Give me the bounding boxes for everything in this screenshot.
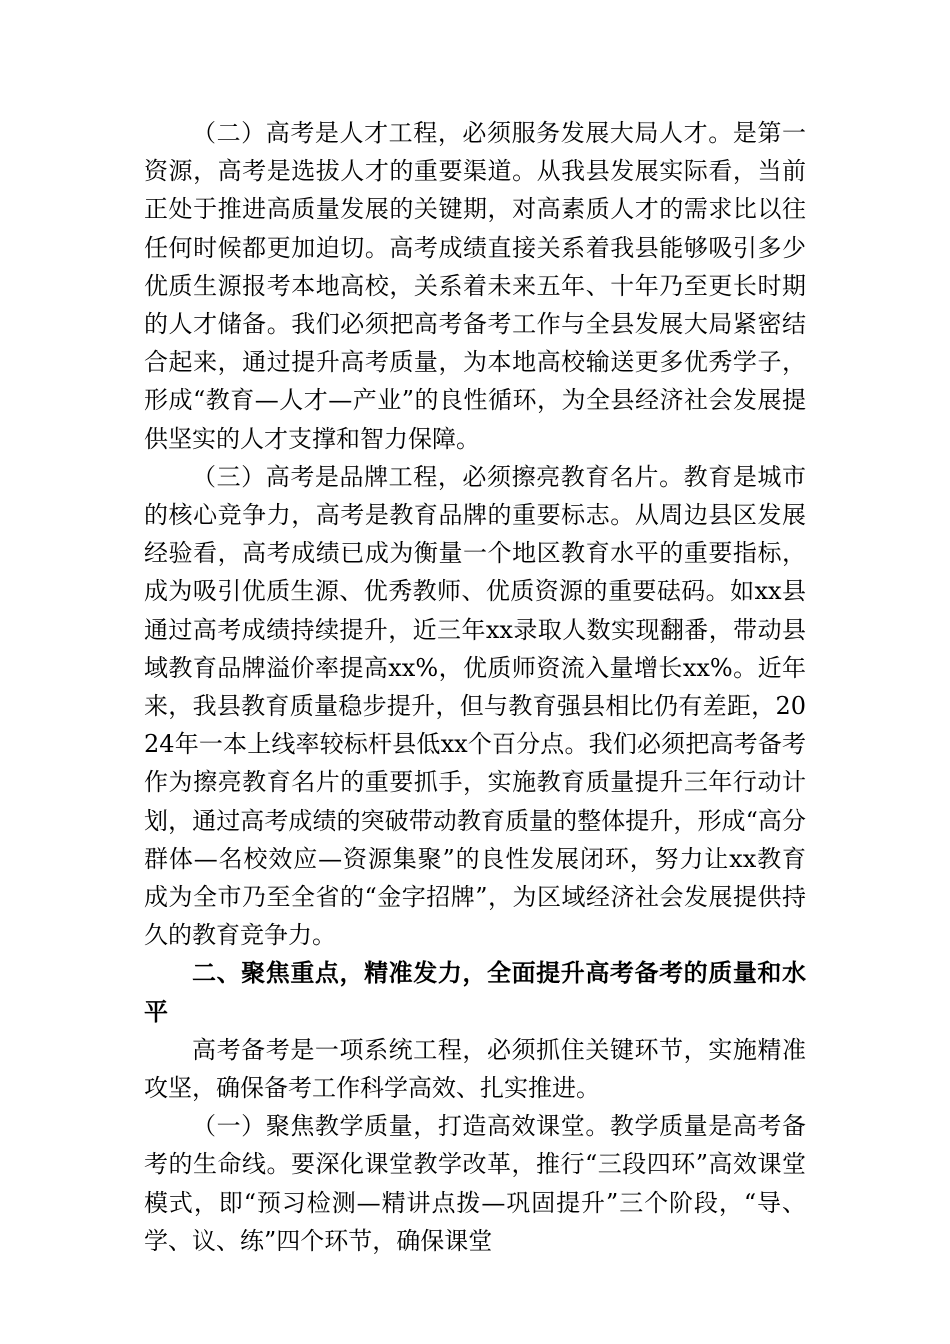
paragraph-system-engineering: 高考备考是一项系统工程，必须抓住关键环节，实施精准攻坚，确保备考工作科学高效、扎实推进。: [144, 1035, 806, 1103]
section-heading: 二、聚焦重点，精准发力，全面提升高考备考的质量和水平: [144, 959, 806, 1026]
document-body: [144, 114, 806, 1260]
paragraph-brand-engineering: （三）高考是品牌工程，必须擦亮教育名片。教育是城市的核心竞争力，高考是教育品牌的重要标志。从周边县区发展经验看，高考成绩已成为衡量一个地区教育水平的重要指标，成为吸引优质生源、优秀教师、优质资源的重要砝码。如xx县通过高考成绩持续提升，近三年xx录取人数实现翻番，带动县域教育品牌溢价率提高xx%，优质师资流入量增长xx%。近年来，我县教育质量稳步提升，但与教育强县相比仍有差距，2024年一本上线率较标杆县低xx个百分点。我们必须把高考备考作为擦亮教育名片的重要抓手，实施教育质量提升三年行动计划，通过高考成绩的突破带动教育质量的整体提升，形成“高分群体—名校效应—资源集聚”的良性发展闭环，努力让xx教育成为全市乃至全省的“金字招牌”，为区域经济社会发展提供持久的教育竞争力。: [144, 462, 806, 950]
paragraph-talent-engineering: （二）高考是人才工程，必须服务发展大局人才。是第一资源，高考是选拔人才的重要渠道。从我县发展实际看，当前正处于推进高质量发展的关键期，对高素质人才的需求比以往任何时候都更加迫切。高考成绩直接关系着我县能够吸引多少优质生源报考本地高校，关系着未来五年、十年乃至更长时期的人才储备。我们必须把高考备考工作与全县发展大局紧密结合起来，通过提升高考质量，为本地高校输送更多优秀学子，形成“教育—人才—产业”的良性循环，为全县经济社会发展提供坚实的人才支撑和智力保障。: [144, 119, 806, 453]
paragraph-teaching-quality: （一）聚焦教学质量，打造高效课堂。教学质量是高考备考的生命线。要深化课堂教学改革，推行“三段四环”高效课堂模式，即“预习检测—精讲点拨—巩固提升”三个阶段，“导、学、议、练”四个环节，确保课堂: [144, 1112, 806, 1255]
